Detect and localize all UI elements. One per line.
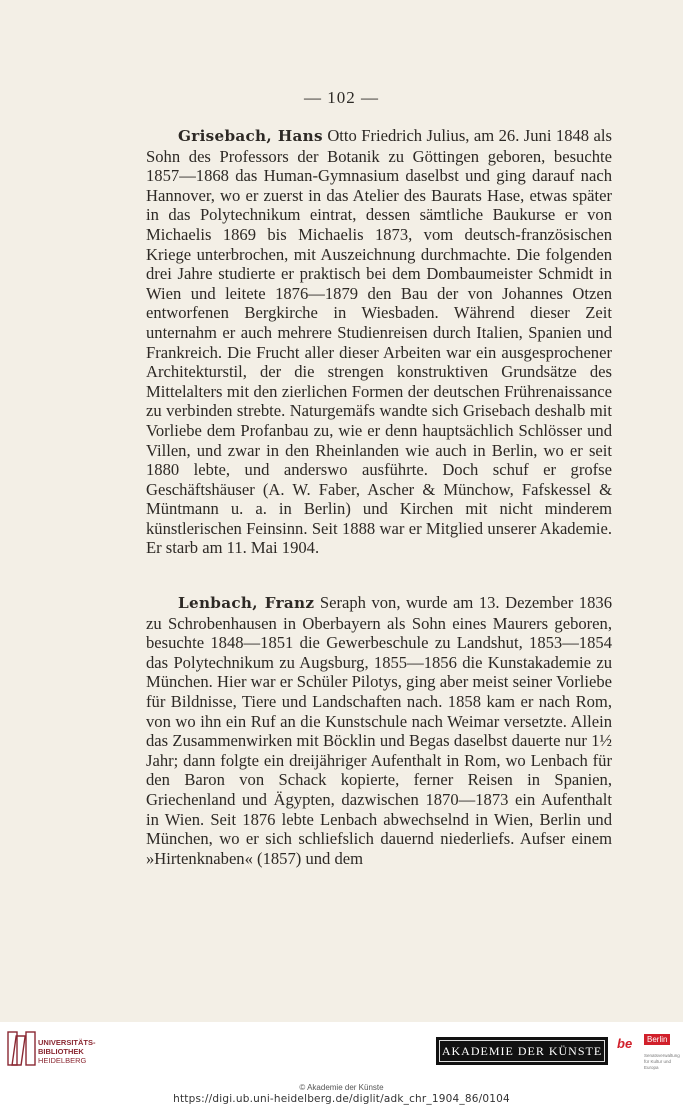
berlin-badge: Berlin (644, 1034, 670, 1045)
permalink-url[interactable]: https://digi.ub.uni-heidelberg.de/diglit/adk_chr_1904_86/0104 (173, 1093, 510, 1105)
page-number: — 102 — (304, 88, 379, 107)
university-library-logo-icon[interactable] (6, 1030, 38, 1068)
akademie-der-kuenste-logo[interactable] (436, 1037, 608, 1065)
berlin-word: be (617, 1036, 633, 1051)
library-line-3: HEIDELBERG (38, 1056, 87, 1065)
biography-entry-lenbach (146, 593, 612, 868)
entry-text: Seraph von, wurde am 13. Dezember 1836 zu Schrobenhausen in Oberbayern als Sohn eines Maurers geboren, besuchte 1848—1851 die Gewerbeschule zu Landshut, 1853—1854 das Polytechnikum zu Augsburg, 1855—1856 die Kunstakademie zu München. Hier war er Schüler Pilotys, ging aber meist seiner Vorliebe für Bildnisse, Tiere und Landschaften nach. 1858 kam er nach Rom, von wo ihn ein Ruf an die Kunstschule nach Weimar versetzte. Allein das Zusammenwirken mit Böcklin und Begas daselbst dauerte nur 1½ Jahr; dann folgte ein dreijähriger Aufenthalt in Rom, wo Lenbach für den Baron von Schack kopierte, ferner Reisen in Spanien, Griechenland und Ägypten, dazwischen 1870—1873 ein Aufenthalt in Wien. Seit 1876 lebte Lenbach abwechselnd in Wien, Berlin und München, wo er sich schliefslich dauernd niederliefs. Aufser einem »Hirtenknaben« (1857) und dem (146, 593, 612, 868)
biography-entry-grisebach (146, 126, 612, 558)
library-line-1: UNIVERSITÄTS- (38, 1038, 96, 1047)
entry-text: Otto Friedrich Julius, am 26. Juni 1848 als Sohn des Professors der Botanik zu Göttingen geboren, besuchte 1857—1868 das Human-Gymnasium daselbst und ging darauf nach Hannover, wo er zuerst in das Atelier des Baurats Hase, etwas später in das Polytechnikum eintrat, dessen sämtliche Baukurse er von Michaelis 1869 bis Michaelis 1873, vom deutsch-französischen Kriege unterbrochen, mit Auszeichnung durchmachte. Die folgenden drei Jahre studierte er praktisch bei dem Dombaumeister Schmidt in Wien und leitete 1876—1879 den Bau der von Johannes Otzen entworfenen Bergkirche in Wiesbaden. Während dieser Zeit unternahm er auch mehrere Studienreisen durch Italien, Spanien und Frankreich. Die Frucht aller dieser Arbeiten war ein ausgesprochener Architekturstil, der die strengen konstruktiven Grundsätze des Mittelalters mit den zierlichen Formen der deutschen Frührenaissance zu verbinden strebte. Naturgemäfs wandte sich Grisebach deshalb mit Vorliebe dem Profanbau zu, wie er denn hauptsächlich Schlösser und Villen, und zwar in den Rheinlanden wie auch in Berlin, wo er seit 1880 lebte, und anderswo ausführte. Doch schuf er grofse Geschäftshäuser (A. W. Faber, Ascher & Münchow, Fafskessel & Müntmann u. a. in Berlin) und Kirchen mit nicht minderem künstlerischen Feinsinn. Seit 1888 war er Mitglied unserer Akademie. Er starb am 11. Mai 1904. (146, 126, 612, 558)
university-library-name[interactable] (38, 1038, 96, 1065)
copyright-notice: © Akademie der Künste (299, 1083, 384, 1092)
berlin-subtitle: Senatsverwaltung für Kultur und Europa (644, 1053, 680, 1070)
berlin-senate-logo[interactable] (617, 1033, 680, 1075)
library-line-2: BIBLIOTHEK (38, 1047, 84, 1056)
akademie-label: AKADEMIE DER KÜNSTE (439, 1040, 605, 1062)
entry-name: Lenbach, Franz (178, 594, 315, 612)
entry-name: Grisebach, Hans (178, 127, 323, 145)
